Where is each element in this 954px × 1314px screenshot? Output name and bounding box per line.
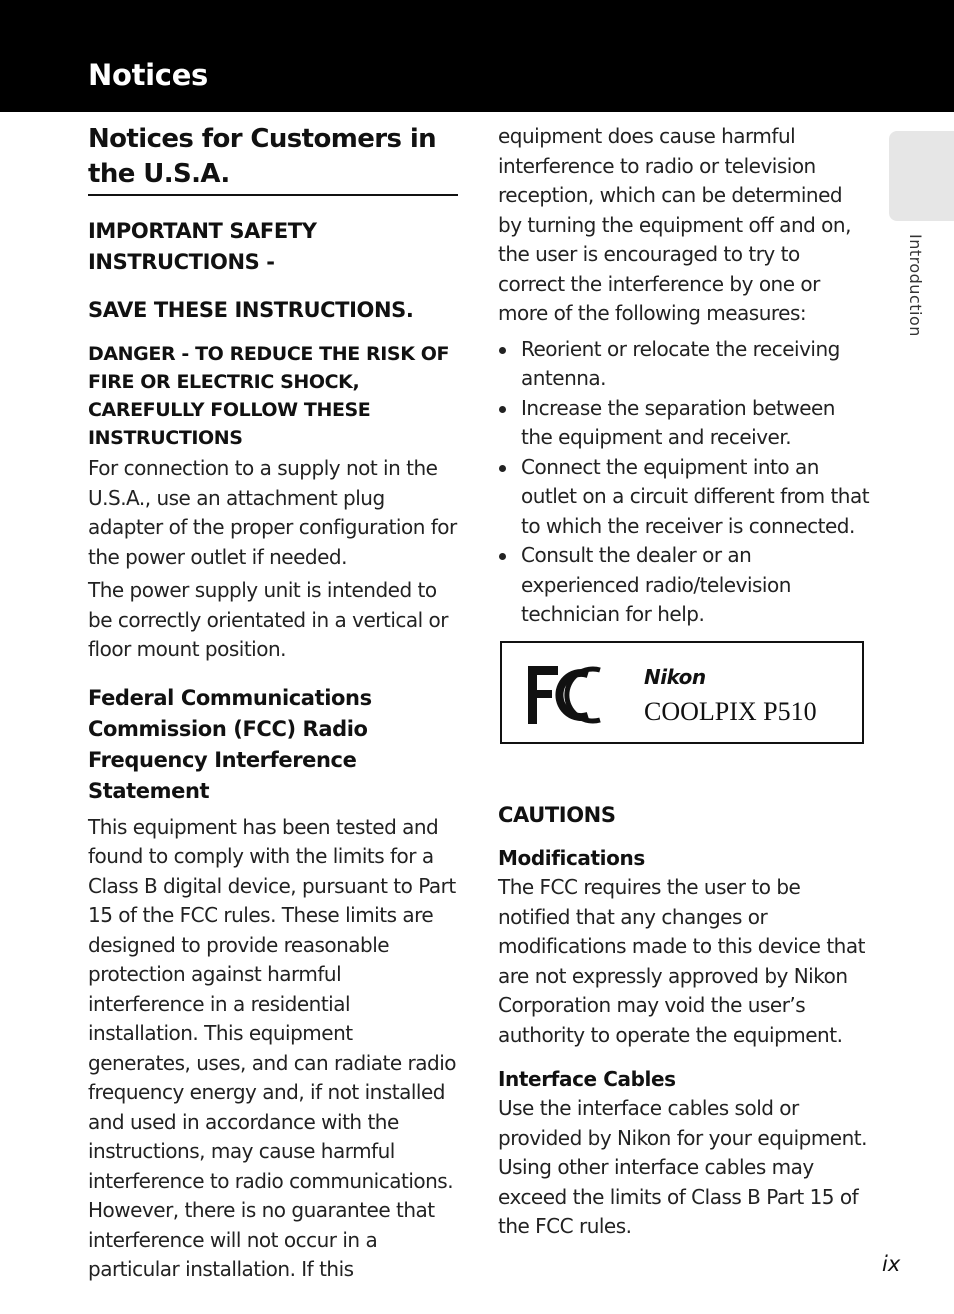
danger-heading: DANGER - TO REDUCE THE RISK OF FIRE OR ELECTRIC SHOCK, CAREFULLY FOLLOW THESE INSTRUCTIONS (88, 343, 450, 449)
modifications-heading: Modifications (498, 846, 645, 870)
section-tab[interactable] (889, 131, 954, 221)
section-tab-label: Introduction (906, 234, 925, 337)
left-column (88, 122, 458, 1285)
continued-paragraph: equipment does cause harmful interference to radio or television reception, which can be determined by turning the equipment off and on, the user is encouraged to try to correct the interference by one or more of the following measures: (498, 124, 851, 325)
cautions-heading: CAUTIONS (498, 803, 616, 827)
fcc-label-box (500, 641, 864, 744)
cables-heading: Interface Cables (498, 1067, 676, 1091)
model-name: COOLPIX P510 (644, 697, 817, 726)
page-number: ix (882, 1252, 901, 1276)
measures-list (498, 335, 870, 630)
save-heading: SAVE THESE INSTRUCTIONS. (88, 298, 414, 322)
fcc-paragraph: This equipment has been tested and found to comply with the limits for a Class B digital device, pursuant to Part 15 of the FCC rules. These limits are designed to provide reasonable protection against harmful interference in a residential installation. This equipment generates, uses, and can radiate radio frequency energy and, if not installed and used in accordance with the instructions, may cause harmful interference to radio communications. However, there is no guarantee that interference will not occur in a particular installation. If this (88, 814, 457, 1281)
page-title: Notices (88, 58, 209, 92)
section-title: Notices for Customers in the U.S.A. (88, 122, 458, 196)
page-header-bar (0, 0, 954, 112)
nikon-logo: Nikon (644, 665, 706, 689)
cables-paragraph: Use the interface cables sold or provided by Nikon for your equipment. Using other interface cables may exceed the limits of Class B Part 15 of the FCC rules. (498, 1096, 867, 1238)
list-item: Increase the separation between the equipment and receiver. (498, 394, 870, 453)
list-item: Connect the equipment into an outlet on a circuit different from that to which the receiver is connected. (498, 453, 870, 542)
fcc-logo-icon (528, 666, 610, 724)
power-unit-paragraph: The power supply unit is intended to be correctly orientated in a vertical or floor mount position. (88, 578, 449, 661)
fcc-heading: Federal Communications Commission (FCC) Radio Frequency Interference Statement (88, 685, 372, 803)
list-item: Consult the dealer or an experienced radio/television technician for help. (498, 541, 870, 630)
list-item: Reorient or relocate the receiving antenna. (498, 335, 870, 394)
important-heading: IMPORTANT SAFETY INSTRUCTIONS - (88, 219, 317, 274)
modifications-paragraph: The FCC requires the user to be notified that any changes or modifications made to this device that are not expressly approved by Nikon Corporation may void the user’s authority to operate the equipment. (498, 875, 865, 1047)
supply-paragraph: For connection to a supply not in the U.S.A., use an attachment plug adapter of the proper configuration for the power outlet if needed. (88, 456, 457, 569)
